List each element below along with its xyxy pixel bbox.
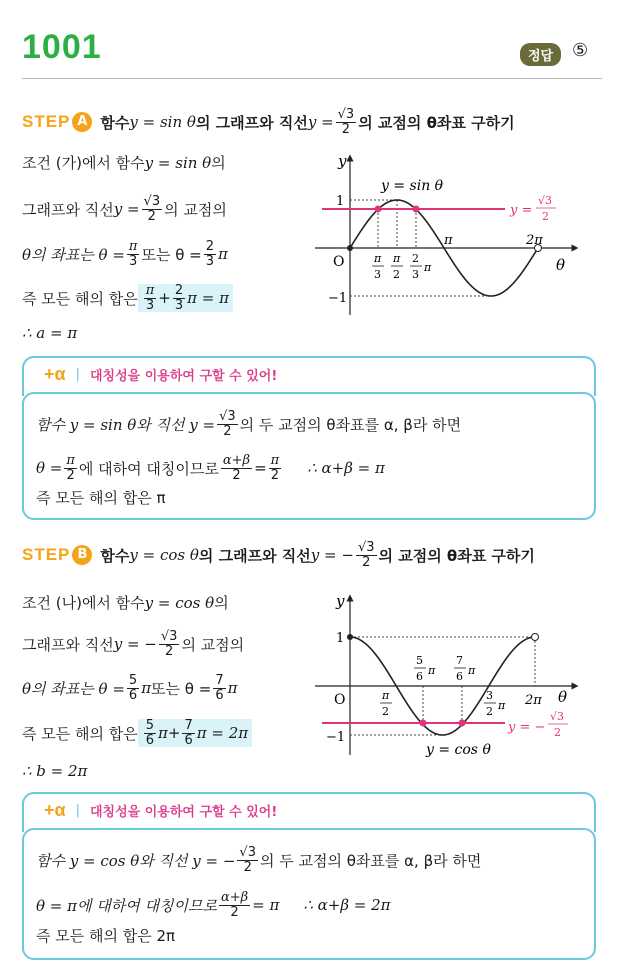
line-label-num: √3	[538, 194, 553, 207]
tip-b-header: +α | 대칭성을 이용하여 구할 수 있어!	[44, 800, 278, 820]
step-a-title	[22, 108, 515, 136]
tick-pi3-den: 3	[374, 268, 381, 281]
tick-7pi6-pi: π	[468, 664, 476, 677]
tick-5pi6-pi: π	[428, 664, 436, 677]
origin-label: O	[333, 254, 345, 270]
tip-b-plus: +α	[44, 800, 66, 820]
step-b-line-2: 그래프와 직선 y = − $\frac{√3}{2}$ 의 교점의	[22, 629, 245, 659]
intersection-1	[375, 206, 382, 213]
step-b-title: STEP B 함수 y = cos θ 의 그래프와 직선 y = − $\frac{√3}{2}$ 의 교점의 θ좌표 구하기	[22, 540, 535, 570]
tick-3pi2-den: 2	[486, 705, 493, 718]
curve-label: y = sin θ	[381, 178, 444, 194]
tick-2pi3-den: 3	[412, 268, 419, 281]
y1-label: 1	[336, 194, 345, 209]
y-label: y	[336, 592, 345, 610]
tick-3pi2-pi: π	[498, 699, 506, 712]
intersection-2	[413, 206, 420, 213]
step-a-title-post: 의 교점의 θ좌표 구하기	[358, 113, 515, 132]
tick-pi2-den: 2	[382, 705, 389, 718]
step-b-line-4: 즉 모든 해의 합은 $\frac{5}{6}$ π + $\frac{7}{6}$ π = 2π	[22, 719, 252, 747]
line-label-den: 2	[542, 210, 549, 223]
pi-label: π	[444, 233, 453, 248]
graph-sin	[300, 150, 610, 325]
origin-label: O	[334, 692, 346, 708]
line-label-den: 2	[554, 726, 561, 739]
y1-label: 1	[336, 631, 345, 646]
step-a-title-frac: $\frac{√3}{2}$	[337, 107, 355, 137]
tick-pi3-num: π	[374, 252, 382, 265]
step-b-label: STEP	[22, 545, 71, 565]
answer-value: ⑤	[572, 40, 589, 61]
line-label: y =	[510, 203, 533, 218]
tip-a-line-3: 즉 모든 해의 합은 π	[36, 489, 166, 507]
step-b-line-5: ∴ b = 2π	[22, 762, 88, 780]
header-divider	[22, 78, 602, 79]
tip-a-text: 대칭성을 이용하여 구할 수 있어!	[89, 369, 278, 384]
answer-badge: 정답	[520, 43, 561, 66]
end-open-dot	[532, 634, 539, 641]
tick-pi2-den: 2	[393, 268, 400, 281]
curve-label: y = cos θ	[426, 742, 491, 758]
line-label: y = −	[508, 720, 546, 735]
step-a-line-4: 즉 모든 해의 합은 $\frac{\pi}{3}$ + $\frac{2}{3}$ π = π	[22, 284, 233, 312]
y-label: y	[338, 152, 347, 170]
problem-number: 1001	[22, 28, 102, 66]
step-a-title-pre: 함수	[100, 113, 130, 132]
tip-b-text: 대칭성을 이용하여 구할 수 있어!	[89, 805, 278, 820]
start-dot	[347, 634, 353, 640]
step-a-line-3: θ의 좌표는 θ = $\frac{\pi}{3}$ 또는 θ = $\frac{2}{3}$ π	[22, 239, 228, 269]
tip-b-line-2: θ = π에 대하여 대칭이므로 $\frac{\alpha+\beta}{2}$ = π ∴ α+β = 2π	[36, 890, 391, 920]
step-b-badge: B	[72, 545, 92, 565]
tick-5pi6-den: 6	[416, 670, 423, 683]
intersection-1	[420, 720, 427, 727]
tip-a-line-2: θ = $\frac{\pi}{2}$ 에 대하여 대칭이므로 $\frac{\alpha+\beta}{2}$ = $\frac{\pi}{2}$ ∴ α+β = π	[36, 453, 385, 483]
tip-b-line-1: 함수 y = cos θ와 직선 y = − $\frac{√3}{2}$ 의 두 교점의 θ좌표를 α, β라 하면	[36, 845, 482, 875]
tick-pi2-num: π	[393, 252, 401, 265]
step-b-line-1: 조건 (나)에서 함수 y = cos θ 의	[22, 593, 229, 612]
tick-3pi2-num: 3	[486, 689, 493, 702]
two-pi-label: 2π	[526, 233, 543, 248]
tick-7pi6-den: 6	[456, 670, 463, 683]
step-a-title-mid: 의 그래프와 직선	[195, 113, 308, 132]
step-a-line-1: 조건 (가)에서 함수 y = sin θ 의	[22, 153, 226, 172]
x-label: θ	[558, 688, 568, 706]
origin-dot	[347, 245, 353, 251]
ym1-label: −1	[326, 730, 346, 745]
step-a-title-func: y = sin θ	[129, 113, 196, 132]
tip-a-header: +α | 대칭성을 이용하여 구할 수 있어!	[44, 364, 278, 384]
step-b-line-3: θ의 좌표는 θ = $\frac{5}{6}$ π 또는 θ = $\frac{7}{6}$ π	[22, 673, 238, 703]
step-a-label: STEP	[22, 112, 71, 132]
intersection-2	[459, 720, 466, 727]
tip-a-plus: +α	[44, 364, 66, 384]
tip-a-line-1: 함수 y = sin θ와 직선 y = $\frac{√3}{2}$ 의 두 교점의 θ좌표를 α, β라 하면	[36, 409, 462, 439]
tick-2pi3-pi: π	[424, 261, 432, 274]
tick-pi2-num: π	[382, 689, 390, 702]
tick-7pi6-num: 7	[456, 654, 463, 667]
tick-2pi3-num: 2	[412, 252, 419, 265]
tip-b-line-3: 즉 모든 해의 합은 2π	[36, 927, 176, 945]
line-label-num: √3	[550, 710, 565, 723]
step-a-badge: A	[72, 112, 92, 132]
step-a-title-line: y =	[307, 113, 334, 132]
graph-cos	[300, 590, 610, 765]
tick-5pi6-num: 5	[416, 654, 423, 667]
two-pi-label: 2π	[525, 693, 542, 708]
step-a-line-2: 그래프와 직선 y = $\frac{√3}{2}$ 의 교점의	[22, 194, 227, 224]
x-label: θ	[556, 256, 566, 274]
step-a-line-5: ∴ a = π	[22, 324, 78, 342]
ym1-label: −1	[328, 291, 348, 306]
